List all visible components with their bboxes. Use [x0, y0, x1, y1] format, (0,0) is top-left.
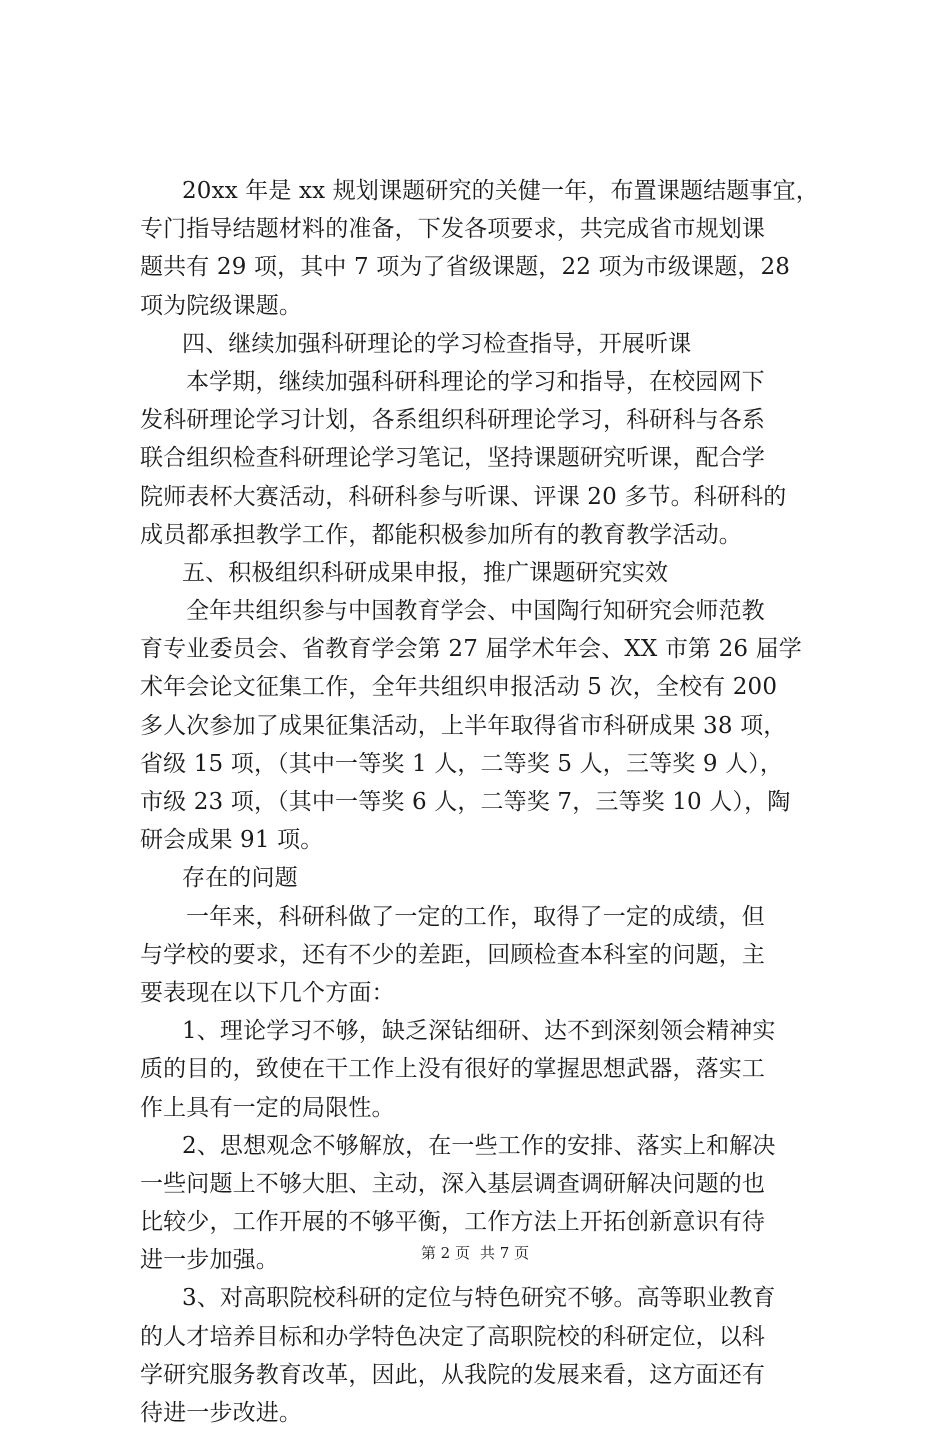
page-number: 第 2 页 — [420, 1244, 470, 1262]
section-heading: 五、积极组织科研成果申报，推广课题研究实效 — [182, 559, 669, 586]
text-line: 一年来，科研科做了一定的工作，取得了一定的成绩，但 — [186, 903, 765, 930]
text-line: 成员都承担教学工作，都能积极参加所有的教育教学活动。 — [140, 521, 742, 548]
text-line: 本学期，继续加强科研科理论的学习和指导，在校园网下 — [186, 368, 765, 395]
text-line: 项为院级课题。 — [140, 292, 303, 319]
section-heading: 存在的问题 — [182, 865, 298, 892]
text-line: 育专业委员会、省教育学会第 27 届学术年会、XX 市第 26 届学 — [140, 636, 802, 663]
text-line: 待进一步改进。 — [140, 1400, 303, 1426]
text-line: 与学校的要求，还有不少的差距，回顾检查本科室的问题，主 — [140, 941, 766, 968]
text-line: 市级 23 项，（其中一等奖 6 人，二等奖 7，三等奖 10 人），陶 — [140, 789, 791, 815]
text-line: 比较少，工作开展的不够平衡，工作方法上开拓创新意识有待 — [140, 1209, 766, 1236]
text-line: 20xx 年是 xx 规划课题研究的关健一年，布置课题结题事宜， — [182, 178, 819, 204]
text-line: 学研究服务教育改革，因此，从我院的发展来看，这方面还有 — [140, 1361, 766, 1388]
text-line: 作上具有一定的局限性。 — [140, 1094, 395, 1121]
page-footer — [0, 1243, 950, 1263]
text-line: 联合组织检查科研理论学习笔记，坚持课题研究听课，配合学 — [140, 445, 766, 472]
text-line: 研会成果 91 项。 — [140, 827, 324, 854]
text-line: 要表现在以下几个方面： — [140, 979, 395, 1006]
text-line: 专门指导结题材料的准备，下发各项要求，共完成省市规划课 — [140, 216, 766, 243]
text-line: 的人才培养目标和办学特色决定了高职院校的科研定位，以科 — [140, 1323, 766, 1350]
text-line: 进一步加强。 — [140, 1247, 279, 1274]
text-line: 院师表杯大赛活动，科研科参与听课、评课 20 多节。科研科的 — [140, 483, 787, 510]
text-line: 一些问题上不够大胆、主动，深入基层调查调研解决问题的也 — [140, 1170, 766, 1197]
text-line: 2、思想观念不够解放，在一些工作的安排、落实上和解决 — [182, 1132, 776, 1159]
text-line: 题共有 29 项，其中 7 项为了省级课题，22 项为市级课题，28 — [140, 254, 791, 281]
text-line: 发科研理论学习计划，各系组织科研理论学习，科研科与各系 — [140, 407, 766, 434]
text-line: 1、理论学习不够，缺乏深钻细研、达不到深刻领会精神实 — [182, 1018, 776, 1045]
text-line: 质的目的，致使在干工作上没有很好的掌握思想武器，落实工 — [140, 1056, 766, 1083]
text-line: 3、对高职院校科研的定位与特色研究不够。高等职业教育 — [182, 1285, 776, 1312]
text-line: 术年会论文征集工作，全年共组织申报活动 5 次，全校有 200 — [140, 674, 778, 701]
section-heading: 四、继续加强科研理论的学习检查指导，开展听课 — [182, 330, 692, 357]
text-line: 全年共组织参与中国教育学会、中国陶行知研究会师范教 — [186, 598, 765, 625]
text-line: 省级 15 项，（其中一等奖 1 人，二等奖 5 人，三等奖 9 人）， — [140, 750, 784, 777]
page-total: 共 7 页 — [480, 1244, 530, 1262]
text-line: 多人次参加了成果征集活动，上半年取得省市科研成果 38 项， — [140, 712, 787, 739]
